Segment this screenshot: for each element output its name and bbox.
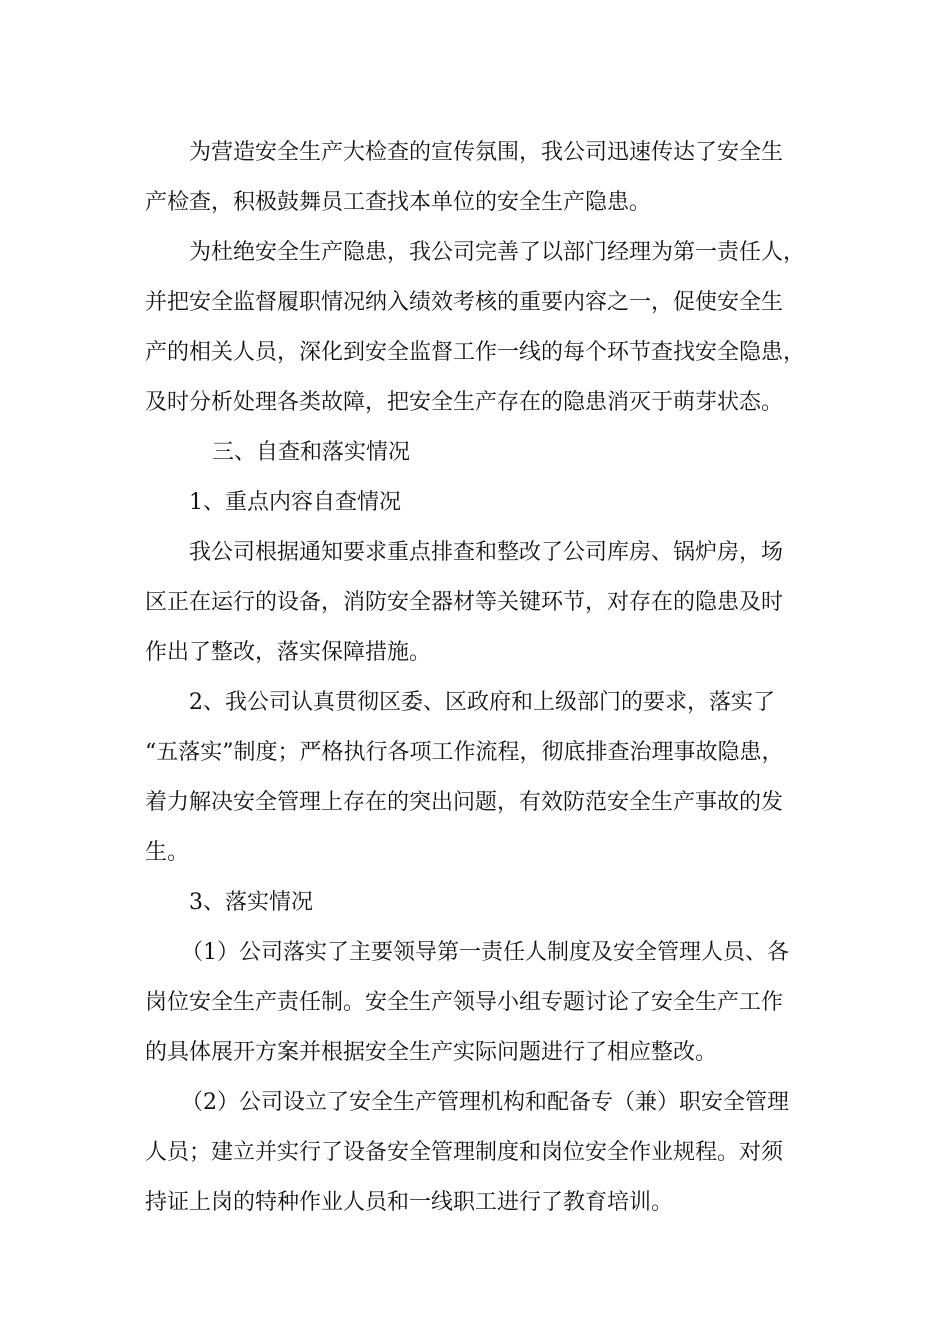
paragraph bbox=[145, 528, 835, 678]
heading-text: 1、重点内容自查情况 bbox=[189, 490, 401, 515]
text-line: 我公司根据通知要求重点排查和整改了公司库房、锅炉房，场 bbox=[189, 540, 784, 565]
text-line: （1）公司落实了主要领导第一责任人制度及安全管理人员、各 bbox=[181, 940, 789, 965]
document-body bbox=[145, 128, 835, 1228]
subsection-heading bbox=[145, 478, 835, 528]
section-heading bbox=[145, 428, 835, 478]
text-line: “五落实”制度；严格执行各项工作流程，彻底排查治理事故隐患， bbox=[145, 740, 784, 765]
paragraph bbox=[145, 678, 835, 878]
text-line: 生。 bbox=[145, 840, 190, 865]
text-line: （2）公司设立了安全生产管理机构和配备专（兼）职安全管理 bbox=[181, 1090, 789, 1115]
text-line: 及时分析处理各类故障，把安全生产存在的隐患消灭于萌芽状态。 bbox=[145, 390, 784, 415]
heading-text: 三、自查和落实情况 bbox=[212, 440, 411, 465]
text-line: 并把安全监督履职情况纳入绩效考核的重要内容之一，促使安全生 bbox=[145, 290, 784, 315]
text-line: 产检查，积极鼓舞员工查找本单位的安全生产隐患。 bbox=[145, 190, 652, 215]
subsection-heading bbox=[145, 878, 835, 928]
text-line: 作出了整改，落实保障措施。 bbox=[145, 640, 432, 665]
paragraph bbox=[145, 928, 835, 1078]
text-line: 为营造安全生产大检查的宣传氛围，我公司迅速传达了安全生 bbox=[189, 140, 784, 165]
text-line: 着力解决安全管理上存在的突出问题，有效防范安全生产事故的发 bbox=[145, 790, 784, 815]
text-line: 岗位安全生产责任制。安全生产领导小组专题讨论了安全生产工作 bbox=[145, 990, 784, 1015]
text-line: 为杜绝安全生产隐患，我公司完善了以部门经理为第一责任人， bbox=[189, 240, 806, 265]
text-line: 产的相关人员，深化到安全监督工作一线的每个环节查找安全隐患， bbox=[145, 340, 806, 365]
paragraph bbox=[145, 128, 835, 228]
text-line: 人员；建立并实行了设备安全管理制度和岗位安全作业规程。对须 bbox=[145, 1140, 784, 1165]
paragraph bbox=[145, 1078, 835, 1228]
text-line: 2、我公司认真贯彻区委、区政府和上级部门的要求，落实了 bbox=[189, 690, 775, 715]
paragraph bbox=[145, 228, 835, 428]
text-line: 的具体展开方案并根据安全生产实际问题进行了相应整改。 bbox=[145, 1040, 718, 1065]
text-line: 区正在运行的设备，消防安全器材等关键环节，对存在的隐患及时 bbox=[145, 590, 784, 615]
heading-text: 3、落实情况 bbox=[189, 890, 313, 915]
text-line: 持证上岗的特种作业人员和一线职工进行了教育培训。 bbox=[145, 1190, 674, 1215]
